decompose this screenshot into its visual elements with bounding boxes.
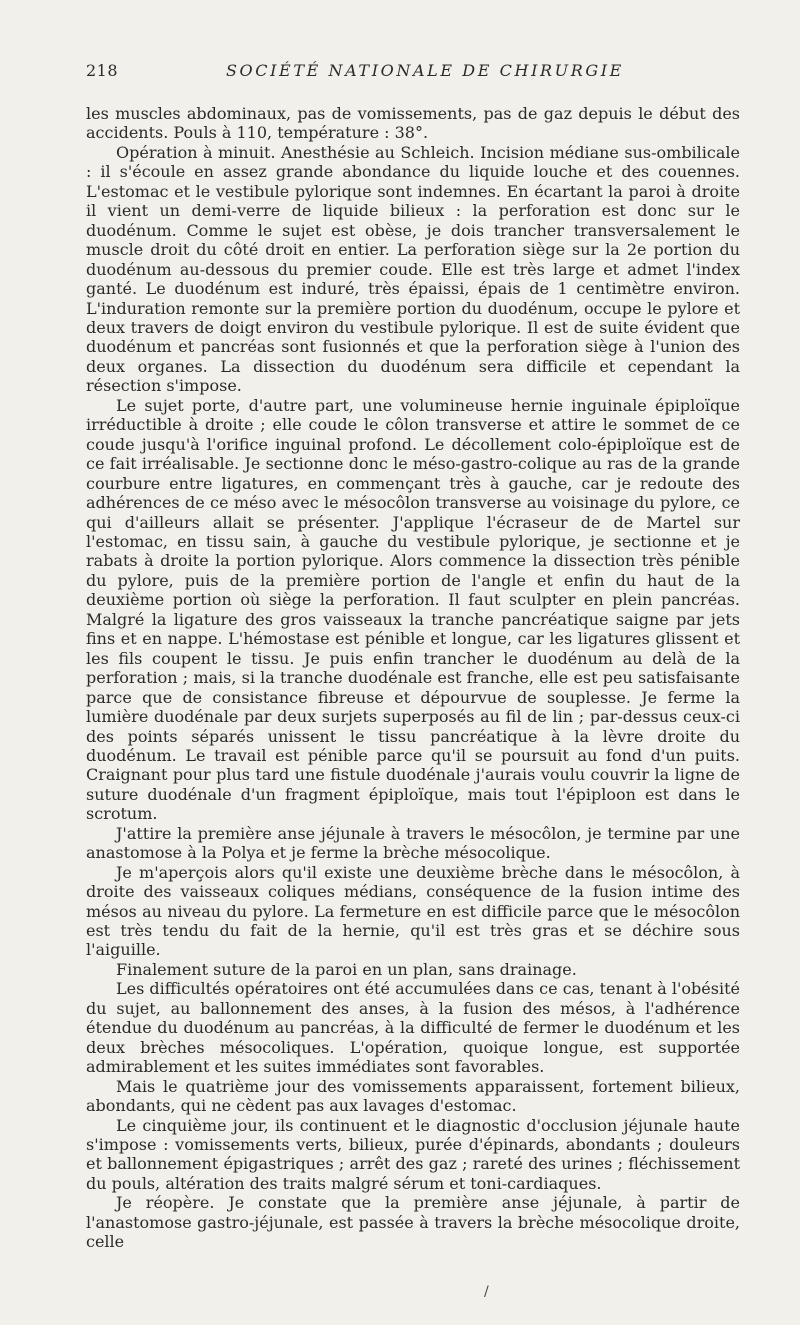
page-number: 218 xyxy=(86,61,119,80)
running-title: SOCIÉTÉ NATIONALE DE CHIRURGIE xyxy=(226,61,624,80)
paragraph: Le cinquième jour, ils continuent et le diagnostic d'occlusion jéjunale haute s'impose : vomissements verts, bilieux, purée d'épinards, abondants ; douleurs et ballonnement épigastriques ; arrêt des gaz ; rareté des urines ; fléchissement du pouls, altération des traits malgré sérum et toni-cardiaques. xyxy=(86,1115,740,1193)
page-header xyxy=(86,61,738,85)
paragraph: Mais le quatrième jour des vomissements apparaissent, fortement bilieux, abondants, qui ne cèdent pas aux lavages d'estomac. xyxy=(86,1076,740,1116)
body-text xyxy=(86,104,740,1252)
paragraph: J'attire la première anse jéjunale à travers le mésocôlon, je termine par une anastomose à la Polya et je ferme la brèche mésocolique. xyxy=(86,823,740,863)
paragraph: les muscles abdominaux, pas de vomissements, pas de gaz depuis le début des accidents. Pouls à 110, température : 38°. xyxy=(86,104,740,143)
paragraph: Le sujet porte, d'autre part, une volumineuse hernie inguinale épiploïque irréductible à droite ; elle coude le côlon transverse et attire le sommet de ce coude jusqu'à l'orifice inguinal profond. Le décollement colo-épiploïque est de ce fait irréalisable. Je sectionne donc le méso-gastro-colique au ras de la grande courbure entre ligatures, en commençant très à gauche, car je redoute des adhérences de ce méso avec le mésocôlon transverse au voisinage du pylore, ce qui d'ailleurs allait se présenter. J'applique l'écraseur de de Martel sur l'estomac, en tissu sain, à gauche du vestibule pylorique, je sectionne et je rabats à droite la portion pylorique. Alors commence la dissection très pénible du pylore, puis de la première portion de l'angle et enfin du haut de la deuxième portion où siège la perforation. Il faut sculpter en plein pancréas. Malgré la ligature des gros vaisseaux la tranche pancréatique saigne par jets fins et en nappe. L'hémostase est pénible et longue, car les ligatures glissent et les fils coupent le tissu. Je puis enfin trancher le duodénum au delà de la perforation ; mais, si la tranche duodénale est franche, elle est peu satisfaisante parce que de consistance fibreuse et dépourvue de souplesse. Je ferme la lumière duodénale par deux surjets superposés au fil de lin ; par-dessus ceux-ci des points séparés unissent le tissu pancréatique à la lèvre droite du duodénum. Le travail est pénible parce qu'il se poursuit au fond d'un puits. Craignant pour plus tard une fistule duodénale j'aurais voulu couvrir la ligne de suture duodénale d'un fragment épiploïque, mais tout l'épiploon est dans le scrotum. xyxy=(86,395,740,824)
paragraph: Je réopère. Je constate que la première anse jéjunale, à partir de l'anastomose gastro-jéjunale, est passée à travers la brèche mésocolique droite, celle xyxy=(86,1193,740,1252)
paragraph: Opération à minuit. Anesthésie au Schleich. Incision médiane sus-ombilicale : il s'écoule en assez grande abondance du liquide louche et des couennes. L'estomac et le vestibule pylorique sont indemnes. En écartant la paroi à droite il vient un demi-verre de liquide bilieux : la perforation est donc sur le duodénum. Comme le sujet est obèse, je dois trancher transversalement le muscle droit du côté droit en entier. La perforation siège sur la 2e portion du duodénum au-dessous du premier coude. Elle est très large et admet l'index ganté. Le duodénum est induré, très épaissi, épais de 1 centimètre environ. L'induration remonte sur la première portion du duodénum, occupe le pylore et deux travers de doigt environ du vestibule pylorique. Il est de suite évident que duodénum et pancréas sont fusionnés et que la perforation siège à l'union des deux organes. La dissection du duodénum sera difficile et cependant la résection s'impose. xyxy=(86,142,740,396)
paragraph: Finalement suture de la paroi en un plan, sans drainage. xyxy=(116,959,577,979)
footer-mark: / xyxy=(484,1284,489,1300)
paragraph: Les difficultés opératoires ont été accumulées dans ce cas, tenant à l'obésité du sujet, au ballonnement des anses, à la fusion des mésos, à l'adhérence étendue du duodénum au pancréas, à la difficulté de fermer le duodénum et les deux brèches mésocoliques. L'opération, quoique longue, est supportée admirablement et les suites immédiates sont favorables. xyxy=(86,979,740,1077)
paragraph: Je m'aperçois alors qu'il existe une deuxième brèche dans le mésocôlon, à droite des vaisseaux coliques médians, conséquence de la fusion intime des mésos au niveau du pylore. La fermeture en est difficile parce que le mésocôlon est très tendu du fait de la hernie, qu'il est très gras et se déchire sous l'aiguille. xyxy=(86,862,740,960)
